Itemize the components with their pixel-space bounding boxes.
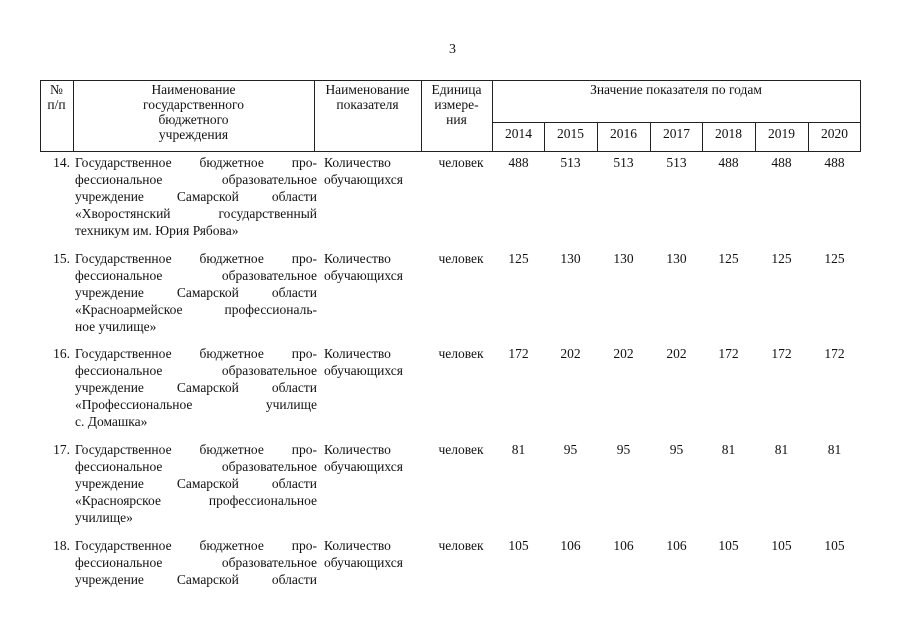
value-2018: 105	[718, 538, 739, 553]
value-2014: 488	[508, 155, 529, 170]
indicator-name: Количество обучающихся	[324, 155, 403, 187]
value-2020: 105	[824, 538, 845, 553]
unit: человек	[438, 155, 484, 170]
value-2017: 513	[666, 155, 687, 170]
value-2017: 130	[666, 251, 687, 266]
header-year: 2016	[610, 126, 637, 141]
value-2015: 130	[560, 251, 581, 266]
indicator-name: Количество обучающихся	[324, 538, 403, 570]
value-2019: 81	[774, 442, 789, 457]
unit: человек	[438, 538, 484, 553]
value-2017: 95	[669, 442, 684, 457]
row-number: 15.	[53, 251, 70, 266]
value-2020: 125	[824, 251, 845, 266]
indicator-name: Количество обучающихся	[324, 251, 403, 283]
value-2015: 95	[563, 442, 578, 457]
row-number: 16.	[53, 346, 70, 361]
header-year: 2020	[821, 126, 848, 141]
header-col-unit: Единица измере- ния	[431, 82, 482, 127]
value-2017: 106	[666, 538, 687, 553]
unit: человек	[438, 251, 484, 266]
table-row	[0, 537, 905, 633]
value-2018: 81	[721, 442, 736, 457]
institution-name: Государственное бюджетное про- фессиональное образовательное учреждение Самарской области «Красноармейское профессиональ- ное училище»	[75, 251, 317, 334]
value-2018: 488	[718, 155, 739, 170]
row-number: 18.	[53, 538, 70, 553]
indicator-name: Количество обучающихся	[324, 442, 403, 474]
value-2019: 488	[771, 155, 792, 170]
header-year: 2017	[663, 126, 690, 141]
header-col-indicator: Наименование показателя	[325, 82, 410, 112]
row-number: 14.	[53, 155, 70, 170]
value-2014: 172	[508, 346, 529, 361]
row-number: 17.	[53, 442, 70, 457]
header-year: 2018	[715, 126, 742, 141]
value-2016: 202	[613, 346, 634, 361]
header-col-name: Наименование государственного бюджетного учреждения	[143, 82, 244, 142]
institution-name: Государственное бюджетное про- фессиональное образовательное учреждение Самарской области «Красноярское профессиональное училище»	[75, 442, 317, 525]
value-2016: 513	[613, 155, 634, 170]
value-2015: 106	[560, 538, 581, 553]
value-2020: 81	[827, 442, 842, 457]
header-year: 2015	[557, 126, 584, 141]
unit: человек	[438, 346, 484, 361]
institution-name: Государственное бюджетное про- фессиональное образовательное учреждение Самарской области	[75, 538, 317, 587]
value-2014: 81	[511, 442, 526, 457]
value-2014: 105	[508, 538, 529, 553]
value-2016: 95	[616, 442, 631, 457]
value-2015: 202	[560, 346, 581, 361]
value-2018: 125	[718, 251, 739, 266]
page-number: 3	[449, 42, 456, 57]
header-col-values: Значение показателя по годам	[590, 82, 762, 97]
table-row	[0, 250, 905, 346]
value-2019: 172	[771, 346, 792, 361]
unit: человек	[438, 442, 484, 457]
value-2015: 513	[560, 155, 581, 170]
value-2017: 202	[666, 346, 687, 361]
value-2020: 488	[824, 155, 845, 170]
value-2016: 130	[613, 251, 634, 266]
institution-name: Государственное бюджетное про- фессиональное образовательное учреждение Самарской области «Профессиональное училище с. Домашка»	[75, 346, 317, 429]
value-2014: 125	[508, 251, 529, 266]
header-year: 2019	[768, 126, 795, 141]
institution-name: Государственное бюджетное про- фессиональное образовательное учреждение Самарской области «Хворостянский государственный техникум им. Юрия Рябова»	[75, 155, 317, 238]
value-2020: 172	[824, 346, 845, 361]
value-2016: 106	[613, 538, 634, 553]
header-year: 2014	[505, 126, 532, 141]
value-2019: 125	[771, 251, 792, 266]
value-2018: 172	[718, 346, 739, 361]
header-col-num: № п/п	[47, 82, 66, 112]
table-row	[0, 154, 905, 250]
table-row	[0, 345, 905, 441]
value-2019: 105	[771, 538, 792, 553]
table-row	[0, 441, 905, 537]
indicator-name: Количество обучающихся	[324, 346, 403, 378]
